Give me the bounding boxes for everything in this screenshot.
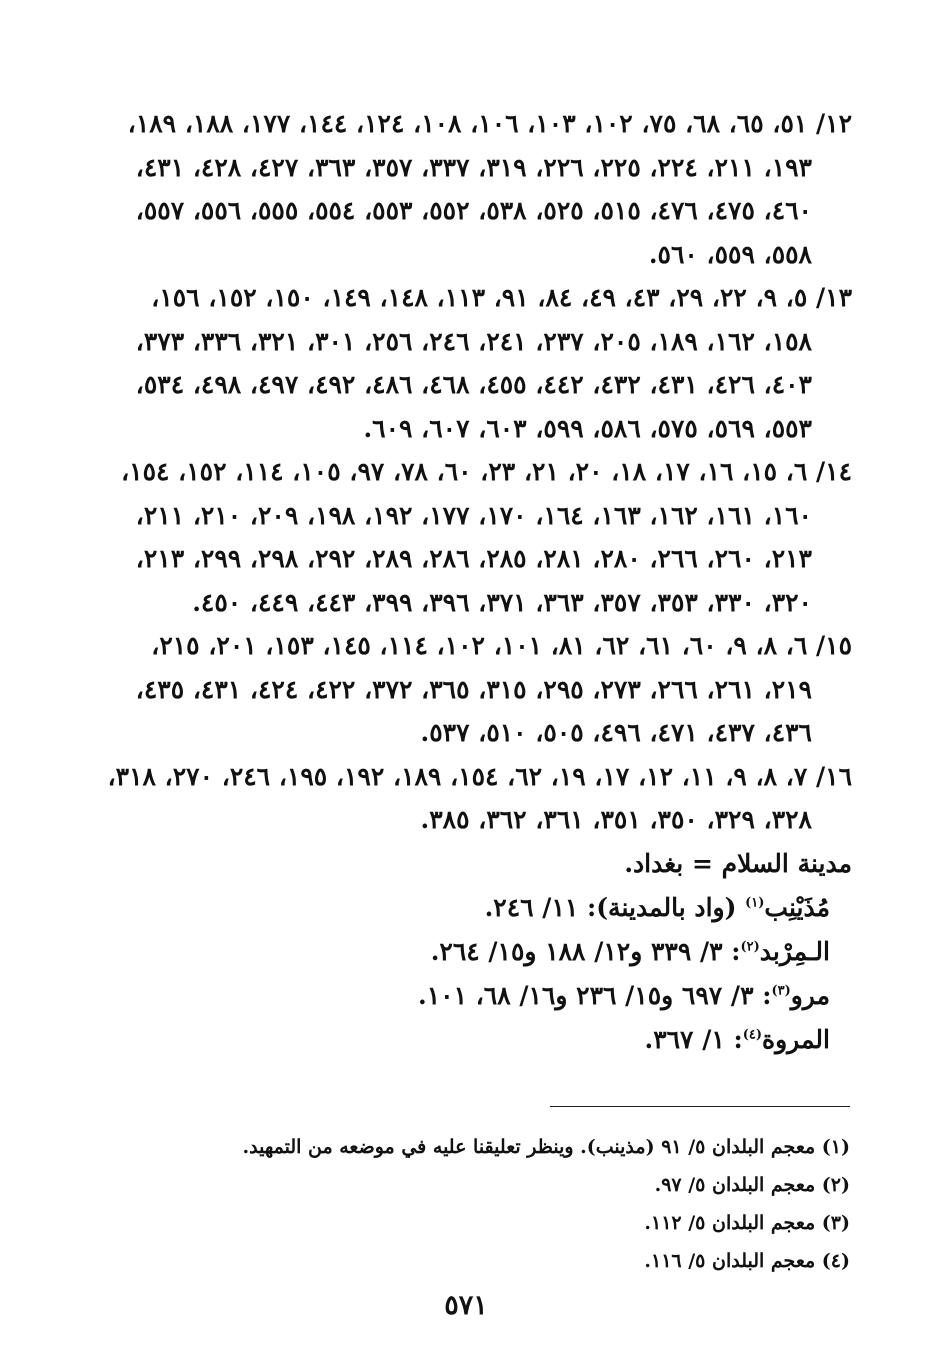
place-entry xyxy=(110,974,852,1018)
index-line: ١٣/ ٥، ٩، ٢٢، ٢٩، ٤٣، ٤٩، ٨٤، ٩١، ١١٣، ١٤٨، ١٤٩، ١٥٠، ١٥٢، ١٥٦، xyxy=(151,283,852,312)
footnote-marker[interactable]: (٣) xyxy=(771,983,791,999)
entry-references: : ٣/ ٦٩٧ و١٥/ ٢٣٦ و١٦/ ٦٨، ١٠١. xyxy=(418,980,772,1010)
place-entry xyxy=(110,842,852,886)
entry-headword: مدينة السلام = بغداد. xyxy=(624,848,852,878)
footnote: (٤) معجم البلدان ٥/ ١١٦. xyxy=(644,1250,850,1272)
page-number: ٥٧١ xyxy=(444,1290,488,1321)
footnotes xyxy=(100,1128,850,1280)
place-entries xyxy=(110,842,852,1062)
footnote-marker[interactable]: (٢) xyxy=(740,939,760,955)
index-line: ١٩٣، ٢١١، ٢٢٤، ٢٢٥، ٢٢٦، ٣١٩، ٣٣٧، ٣٥٧، ٣٦٣، ٤٢٧، ٤٢٨، ٤٣١، xyxy=(135,152,812,182)
place-entry xyxy=(110,886,852,930)
index-line: ٣٢٠، ٣٣٠، ٣٥٣، ٣٥٧، ٣٦٣، ٣٧١، ٣٩٦، ٣٩٩، ٤٤٣، ٤٤٩، ٤٥٠. xyxy=(192,587,812,617)
index-text xyxy=(107,102,852,1062)
entry-references: : ٣/ ٣٣٩ و١٢/ ١٨٨ و١٥/ ٢٦٤. xyxy=(430,936,741,966)
footnote-divider xyxy=(550,1106,850,1107)
entry-references: : ١/ ٣٦٧. xyxy=(644,1024,743,1054)
place-entry xyxy=(110,1018,852,1062)
entry-headword: مُذَيْنِب xyxy=(764,892,830,922)
footnote: (١) معجم البلدان ٥/ ٩١ (مذينب). وينظر تعليقنا عليه في موضعه من التمهيد. xyxy=(242,1136,850,1158)
index-line: ٤٠٣، ٤٢٦، ٤٣١، ٤٣٢، ٤٤٢، ٤٥٥، ٤٦٨، ٤٨٦، ٤٩٢، ٤٩٧، ٤٩٨، ٥٣٤، xyxy=(135,370,812,399)
entry-references: (واد بالمدينة): ١١/ ٢٤٦. xyxy=(484,892,746,922)
footnote: (٣) معجم البلدان ٥/ ١١٢. xyxy=(644,1212,850,1234)
index-lines xyxy=(107,102,852,842)
index-line: ٥٥٨، ٥٥٩، ٥٦٠. xyxy=(648,239,812,269)
place-entry xyxy=(110,930,852,974)
index-line: ٣٢٨، ٣٢٩، ٣٥٠، ٣٥١، ٣٦١، ٣٦٢، ٣٨٥. xyxy=(420,805,812,834)
index-line: ٢١٣، ٢٦٠، ٢٦٦، ٢٨٠، ٢٨١، ٢٨٥، ٢٨٦، ٢٨٩، ٢٩٢، ٢٩٨، ٢٩٩، ٢١٣، xyxy=(135,544,812,573)
footnote-marker[interactable]: (٤) xyxy=(742,1027,763,1043)
entry-headword: مرو xyxy=(790,980,830,1010)
index-line: ١٥/ ٦، ٨، ٩، ٦٠، ٦١، ٦٢، ٨١، ١٠١، ١٠٢، ١١٤، ١٤٥، ١٥٣، ٢٠١، ٢١٥، xyxy=(151,631,852,660)
footnote-marker[interactable]: (١) xyxy=(745,895,765,911)
index-line: ١٢/ ٥١، ٦٥، ٦٨، ٧٥، ١٠٢، ١٠٣، ١٠٦، ١٠٨، ١٢٤، ١٤٤، ١٧٧، ١٨٨، ١٨٩، xyxy=(127,109,852,138)
index-line: ٤٣٦، ٤٣٧، ٤٧١، ٤٩٦، ٥٠٥، ٥١٠، ٥٣٧. xyxy=(420,718,812,747)
index-line: ١٥٨، ١٦٢، ١٨٩، ٢٠٥، ٢٣٧، ٢٤١، ٢٤٦، ٢٥٦، ٣٠١، ٣٢١، ٣٣٦، ٣٧٣، xyxy=(135,326,812,356)
footnote: (٢) معجم البلدان ٥/ ٩٧. xyxy=(654,1174,850,1196)
entry-headword: المروة xyxy=(762,1024,830,1054)
index-line: ١٤/ ٦، ١٥، ١٦، ١٧، ١٨، ٢٠، ٢١، ٢٣، ٦٠، ٧٨، ٩٧، ١٠٥، ١١٤، ١٥٢، ١٥٤، xyxy=(121,457,852,486)
entry-headword: الـمِرْبد xyxy=(759,936,830,966)
index-line: ٥٥٣، ٥٦٩، ٥٧٥، ٥٨٦، ٥٩٩، ٦٠٣، ٦٠٧، ٦٠٩. xyxy=(363,413,812,443)
index-line: ٢١٩، ٢٦١، ٢٦٦، ٢٧٣، ٢٩٥، ٣١٥، ٣٦٥، ٣٧٢، ٤٢٢، ٤٢٤، ٤٣١، ٤٣٥، xyxy=(135,674,812,704)
index-line: ٤٦٠، ٤٧٥، ٤٧٦، ٥١٥، ٥٢٥، ٥٣٨، ٥٥٢، ٥٥٣، ٥٥٤، ٥٥٥، ٥٥٦، ٥٥٧، xyxy=(135,196,812,225)
index-line: ١٦٠، ١٦١، ١٦٢، ١٦٣، ١٦٤، ١٧٠، ١٧٧، ١٩٢، ١٩٨، ٢٠٩، ٢١٠، ٢١١، xyxy=(135,500,812,530)
index-line: ١٦/ ٧، ٨، ٩، ١١، ١٢، ١٧، ١٩، ٦٢، ١٥٤، ١٨٩، ١٩٢، ١٩٥، ٢٤٦، ٢٧٠، ٣١٨، xyxy=(107,761,852,791)
